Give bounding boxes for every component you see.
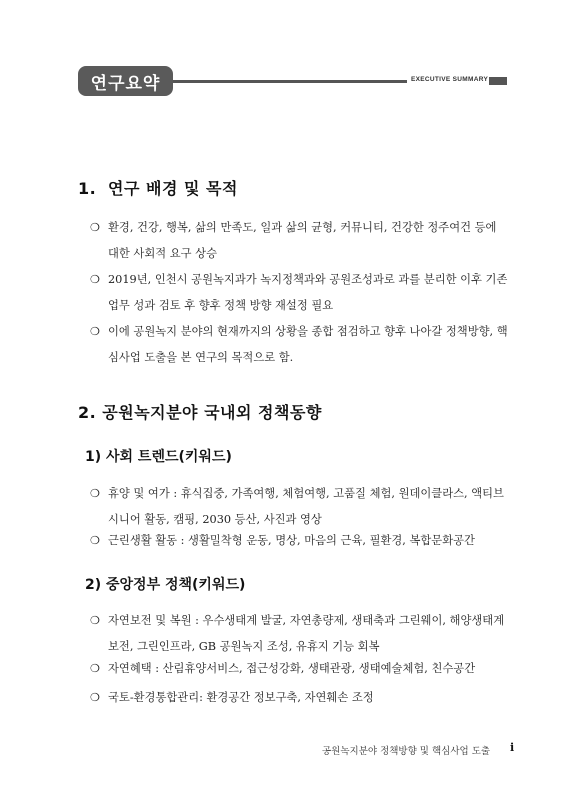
circle-bullet-icon: ❍ bbox=[90, 221, 100, 234]
footer-title: 공원녹지분야 정책방향 및 핵심사업 도출 bbox=[322, 746, 491, 757]
list-item-text: 국토-환경통합관리: 환경공간 정보구축, 자연훼손 조정 bbox=[108, 691, 374, 704]
section-2-heading: 2. 공원녹지분야 국내외 정책동향 bbox=[78, 403, 322, 422]
list-item bbox=[90, 608, 510, 660]
list-item bbox=[90, 656, 510, 682]
page-number: i bbox=[510, 741, 515, 754]
circle-bullet-icon: ❍ bbox=[90, 534, 100, 547]
section-1-heading bbox=[78, 176, 238, 199]
circle-bullet-icon: ❍ bbox=[90, 691, 100, 704]
header-rule bbox=[173, 80, 407, 83]
list-item-text: 이에 공원녹지 분야의 현재까지의 상황을 종합 점검하고 향후 나아갈 정책방향, 핵심사업 도출을 본 연구의 목적으로 함. bbox=[108, 325, 508, 364]
list-item-text: 자연혜택 : 산림휴양서비스, 접근성강화, 생태관광, 생태예술체험, 친수공간 bbox=[108, 662, 476, 675]
list-item bbox=[90, 215, 510, 267]
header-block bbox=[489, 77, 507, 85]
summary-badge: 연구요약 bbox=[78, 66, 173, 96]
list-item bbox=[90, 528, 510, 554]
executive-summary-label: EXECUTIVE SUMMARY bbox=[411, 76, 489, 83]
circle-bullet-icon: ❍ bbox=[90, 662, 100, 675]
list-item bbox=[90, 685, 510, 711]
circle-bullet-icon: ❍ bbox=[90, 487, 100, 500]
list-item-text: 휴양 및 여가 : 휴식집중, 가족여행, 체험여행, 고품질 체험, 원데이클라스, 액티브시니어 활동, 캠핑, 2030 등산, 사진과 영상 bbox=[108, 487, 504, 526]
circle-bullet-icon: ❍ bbox=[90, 273, 100, 286]
section-1-number: 1. bbox=[78, 179, 97, 198]
list-item-text: 근린생활 활동 : 생활밀착형 운동, 명상, 마음의 근육, 필환경, 복합문화공간 bbox=[108, 534, 475, 547]
circle-bullet-icon: ❍ bbox=[90, 325, 100, 338]
list-item bbox=[90, 481, 510, 533]
list-item bbox=[90, 319, 510, 371]
list-item-text: 자연보전 및 복원 : 우수생태계 발굴, 자연총량제, 생태축과 그린웨이, 해양생태계 보전, 그린인프라, GB 공원녹지 조성, 유휴지 기능 회복 bbox=[108, 614, 505, 653]
subsection-1-heading: 1) 사회 트렌드(키워드) bbox=[85, 449, 232, 465]
list-item-text: 2019년, 인천시 공원녹지과가 녹지정책과와 공원조성과로 과를 분리한 이후 기존 업무 성과 검토 후 향후 정책 방향 재설정 필요 bbox=[108, 273, 508, 312]
section-1-title: 연구 배경 및 목적 bbox=[108, 179, 238, 198]
circle-bullet-icon: ❍ bbox=[90, 614, 100, 627]
subsection-2-heading: 2) 중앙정부 정책(키워드) bbox=[85, 577, 246, 593]
list-item bbox=[90, 267, 510, 319]
list-item-text: 환경, 건강, 행복, 삶의 만족도, 일과 삶의 균형, 커뮤니티, 건강한 정주여건 등에 대한 사회적 요구 상승 bbox=[108, 221, 497, 260]
